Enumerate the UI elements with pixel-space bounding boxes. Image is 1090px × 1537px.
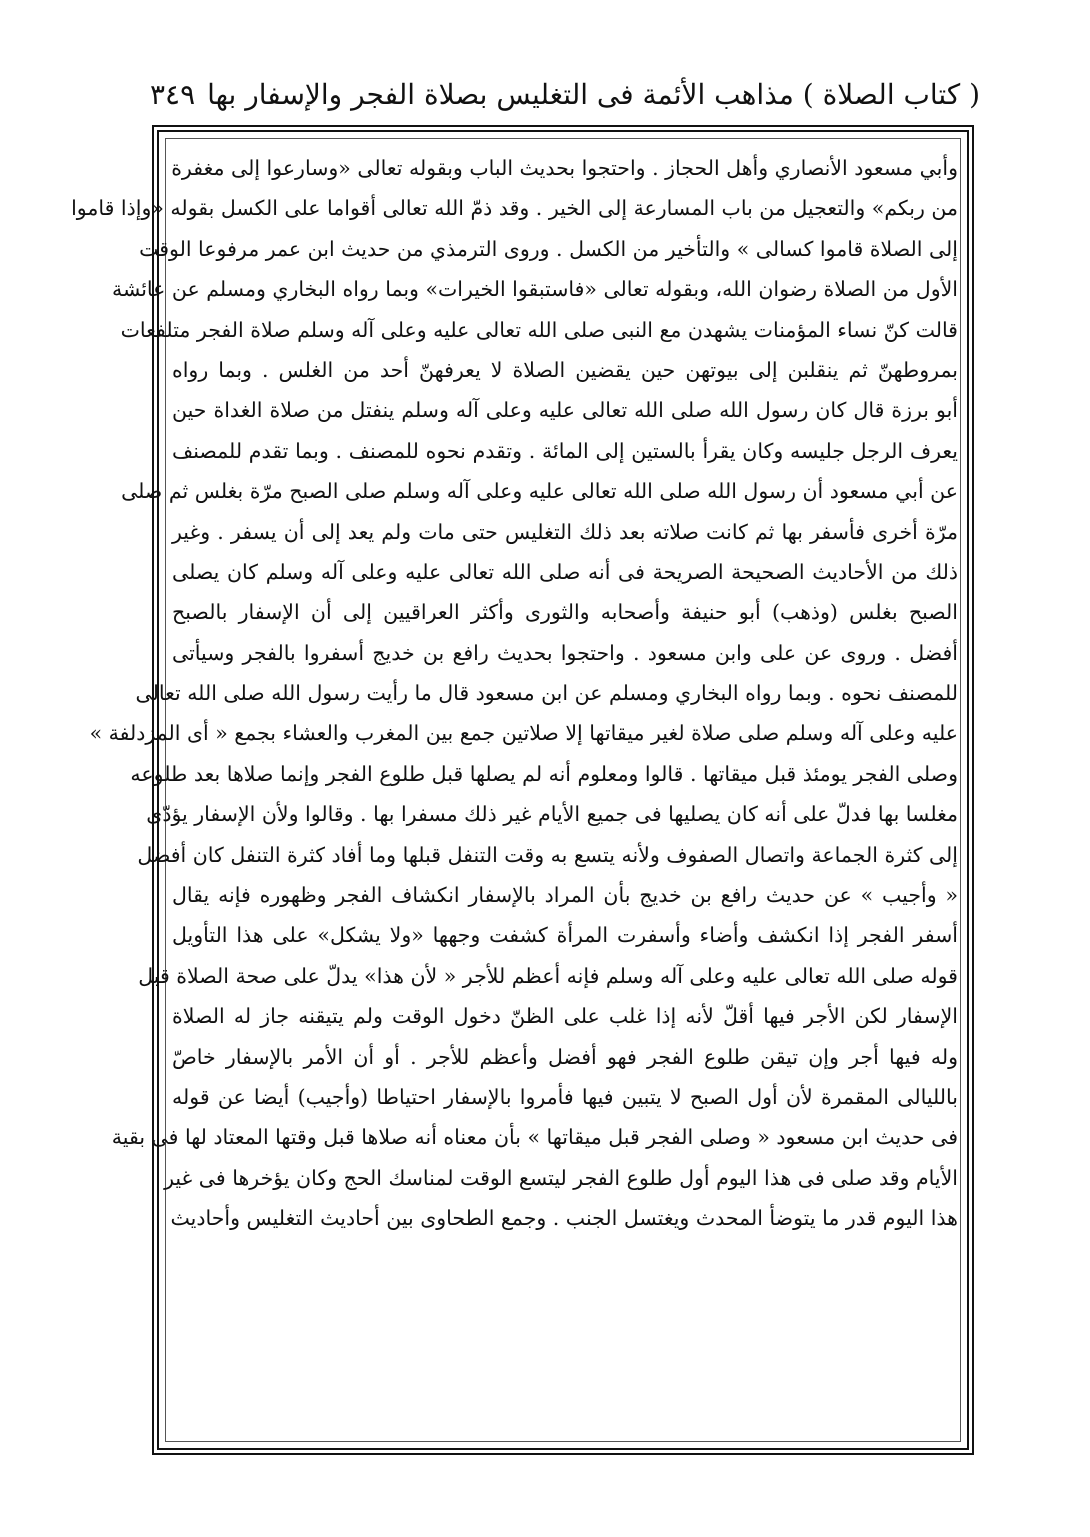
text-line [172, 1239, 958, 1279]
text-line: مغلسا بها فدلّ على أنه كان يصليها فى جميع الأيام غير ذلك مسفرا بها . وقالوا ولأن الإسفار يؤدّى [146, 802, 958, 827]
text-line: الإسفار لكن الأجر فيها أقلّ لأنه إذا غلب على الظنّ دخول الوقت ولم يتيقنه جاز له الصلاة [172, 1004, 958, 1029]
text-line: أسفر الفجر إذا انكشف وأضاء وأسفرت المرأة كشفت وجهها «ولا يشكل» على هذا التأويل [172, 923, 958, 948]
text-line: أبو برزة قال كان رسول الله صلى الله تعالى عليه وعلى آله وسلم ينفتل من صلاة الغداة حين [172, 398, 958, 423]
text-line: الأول من الصلاة رضوان الله، وبقوله تعالى «فاستبقوا الخيرات» وبما رواه البخاري ومسلم عن عائشة [111, 277, 958, 302]
text-line: من ربكم» والتعجيل من باب المسارعة إلى الخير . وقد ذمّ الله تعالى أقواما على الكسل بقوله «وإذا قاموا [71, 196, 958, 221]
body-text [71, 148, 959, 1443]
text-line: قوله صلى الله تعالى عليه وعلى آله وسلم فإنه أعظم للأجر « لأن هذا» يدلّ على صحة الصلاة قبل [138, 963, 958, 988]
page-number: ٣٤٩ [150, 77, 196, 111]
text-line: فى حديث ابن مسعود « وصلى الفجر قبل ميقاتها » بأن معناه أنه صلاها قبل وقتها المعتاد لها فى بقية [111, 1125, 958, 1150]
text-line: هذا اليوم قدر ما يتوضأ المحدث ويغتسل الجنب . وجمع الطحاوى بين أحاديث التغليس وأحاديث [170, 1206, 958, 1231]
text-line: قالت كنّ نساء المؤمنات يشهدن مع النبى صلى الله تعالى عليه وعلى آله وسلم صلاة الفجر متلفعات [120, 317, 958, 342]
text-line: وأبي مسعود الأنصاري وأهل الحجاز . واحتجوا بحديث الباب وبقوله تعالى «وسارعوا إلى مغفرة [171, 156, 958, 180]
text-line: أفضل . وروى عن على وابن مسعود . واحتجوا بحديث رافع بن خديج أسفروا بالفجر وسيأتى [172, 640, 958, 665]
text-line: بمروطهنّ ثم ينقلبن إلى بيوتهن حين يقضين الصلاة لا يعرفهنّ أحد من الغلس . وبما رواه [172, 357, 959, 382]
text-line: ذلك من الأحاديث الصحيحة الصريحة فى أنه صلى الله تعالى عليه وعلى آله وسلم كان يصلى [172, 559, 958, 584]
text-line: عن أبي مسعود أن رسول الله صلى الله تعالى عليه وعلى آله وسلم صلى الصبح مرّة بغلس ثم صلى [121, 479, 958, 504]
chapter-title: ( كتاب الصلاة ) مذاهب الأئمة فى التغليس بصلاة الفجر والإسفار بها [207, 77, 980, 111]
text-line: « وأجيب » عن حديث رافع بن خديج بأن المراد بالإسفار انكشاف الفجر وظهوره فإنه يقال [172, 883, 958, 908]
text-line: عليه وعلى آله وسلم صلى صلاة لغير ميقاتها إلا صلاتين جمع بين المغرب والعشاء بجمع « أى المزدلفة » [89, 721, 958, 746]
text-line: بالليالى المقمرة لأن أول الصبح لا يتبين فيها فأمروا بالإسفار احتياطا (وأجيب) أيضا عن قوله [172, 1084, 958, 1109]
text-line: إلى كثرة الجماعة واتصال الصفوف ولأنه يتسع به وقت التنفل قبلها وما أفاد كثرة التنفل كان أفضل [137, 842, 958, 867]
text-line: الأيام وقد صلى فى هذا اليوم أول طلوع الفجر ليتسع الوقت لمناسك الحج وكان يؤخرها فى غير [164, 1165, 958, 1190]
text-line: وصلى الفجر يومئذ قبل ميقاتها . قالوا ومعلوم أنه لم يصلها قبل طلوع الفجر وإنما صلاها بعد طلوعه [130, 761, 958, 786]
text-line: مرّة أخرى فأسفر بها ثم كانت صلاته بعد ذلك التغليس حتى مات ولم يعد إلى أن يسفر . وغير [172, 519, 958, 544]
text-line: للمصنف نحوه . وبما رواه البخاري ومسلم عن ابن مسعود قال ما رأيت رسول الله صلى الله تعالى [135, 681, 958, 706]
running-header [150, 70, 980, 118]
text-line: وله فيها أجر وإن تيقن طلوع الفجر فهو أفضل وأعظم للأجر . أو أن الأمر بالإسفار خاصّ [172, 1044, 958, 1069]
text-line: الصبح بغلس (وذهب) أبو حنيفة وأصحابه والثورى وأكثر العراقيين إلى أن الإسفار بالصبح [172, 600, 958, 625]
text-line: يعرف الرجل جليسه وكان يقرأ بالستين إلى المائة . وتقدم نحوه للمصنف . وبما تقدم للمصنف [172, 438, 958, 463]
text-line: إلى الصلاة قاموا كسالى » والتأخير من الكسل . وروى الترمذي من حديث ابن عمر مرفوعا الوقت [139, 236, 958, 261]
